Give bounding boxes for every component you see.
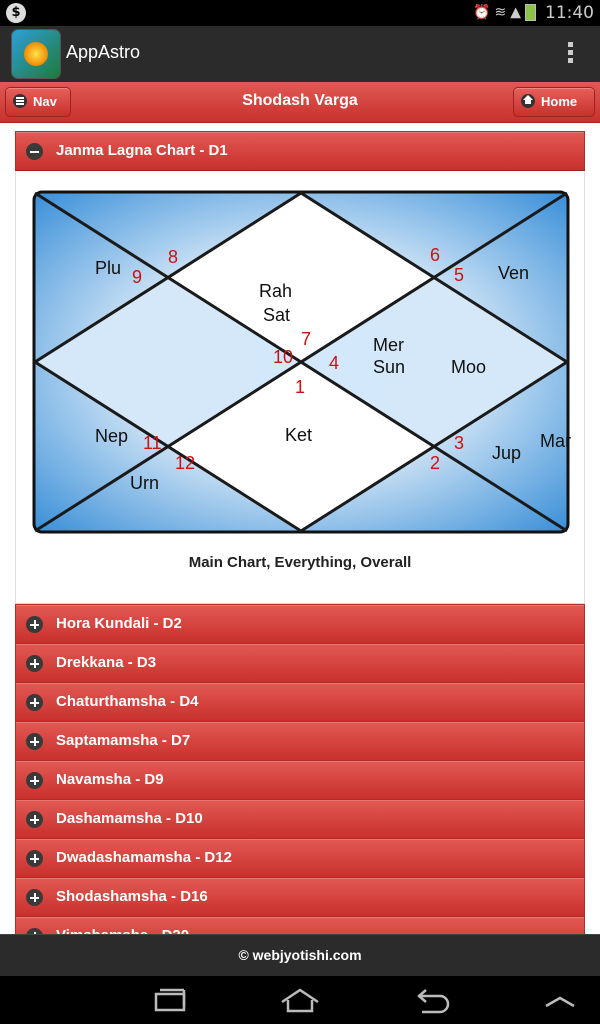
accordion-header-d1[interactable] [15,131,585,171]
home-nav-icon[interactable] [278,986,322,1014]
house-number: 7 [301,329,312,349]
expand-icon [26,694,43,711]
status-time: 11:40 [545,3,594,23]
planet-label: Nep [95,426,129,446]
wifi-icon: ≋ [494,4,511,21]
nav-button-label: Nav [33,94,57,109]
planet-label: Mer [373,335,404,355]
house-number: 5 [454,265,465,285]
app-title: AppAstro [66,42,141,62]
house-number: 11 [143,433,162,453]
accordion-label: Navamsha - D9 [56,771,164,788]
accordion-header-2[interactable] [15,643,585,683]
alarm-icon: ⏰ [473,4,495,21]
page-title: Shodash Varga [242,92,358,109]
accordion-label: Hora Kundali - D2 [56,615,182,632]
planet-label: Sat [263,305,291,325]
hide-keyboard-icon[interactable] [542,986,578,1014]
planet-label: Mar [540,431,571,451]
footer-text: © webjyotishi.com [238,947,362,963]
action-bar [0,26,600,84]
planet-label: Rah [259,281,293,301]
planet-label: Moo [451,357,487,377]
accordion-header-3[interactable] [15,682,585,722]
expand-icon [26,889,43,906]
planet-label: Jup [492,443,522,463]
house-number: 9 [132,267,143,287]
accordion-label: Chaturthamsha - D4 [56,693,199,710]
planet-label: Sun [373,357,406,377]
planet-label: Urn [130,473,160,493]
north-indian-chart [33,191,569,533]
planet-label: Ven [498,263,530,283]
lagna-chart [33,191,569,538]
accordion-label: Drekkana - D3 [56,654,157,671]
status-icons [473,4,536,21]
chart-caption: Main Chart, Everything, Overall [188,554,412,571]
house-number: 10 [273,347,294,367]
signal-icon: ▲ [510,4,525,21]
accordion-label: Shodashamsha - D16 [56,888,208,905]
expand-icon [26,616,43,633]
home-button[interactable] [513,87,595,117]
accordion-label: Dwadashamamsha - D12 [56,849,232,866]
back-icon[interactable] [410,986,454,1014]
accordion-header-7[interactable] [15,838,585,878]
expand-icon [26,655,43,672]
house-number: 2 [430,453,441,473]
expand-icon [26,772,43,789]
expand-icon [26,850,43,867]
home-icon [521,94,535,108]
house-number: 8 [168,247,179,267]
house-number: 12 [175,453,196,473]
overflow-menu-icon[interactable] [568,42,574,66]
varga-accordion [15,131,585,604]
page-header [0,82,600,123]
collapse-icon [26,143,43,160]
accordion-header-1[interactable] [15,604,585,644]
accordion-label: Dashamamsha - D10 [56,810,203,827]
accordion-label: Saptamamsha - D7 [56,732,191,749]
notification-icon: $ [6,3,26,23]
accordion-body-d1 [15,171,585,604]
accordion-header-6[interactable] [15,799,585,839]
home-button-label: Home [541,94,578,109]
expand-icon [26,733,43,750]
expand-icon [26,811,43,828]
accordion-header-8[interactable] [15,877,585,917]
system-nav-bar [0,976,600,1024]
planet-label: Ket [285,425,313,445]
planet-label: Plu [95,258,122,278]
house-number: 4 [329,353,340,373]
house-number: 1 [295,377,306,397]
accordion-header-5[interactable] [15,760,585,800]
accordion-header-4[interactable] [15,721,585,761]
content-area[interactable] [0,123,600,934]
recent-apps-icon[interactable] [150,986,190,1014]
house-number: 6 [430,245,441,265]
house-number: 3 [454,433,465,453]
battery-icon [525,4,536,21]
status-bar [0,0,600,26]
accordion-label: Janma Lagna Chart - D1 [56,142,228,159]
footer [0,934,600,977]
app-logo-icon[interactable] [12,30,60,78]
